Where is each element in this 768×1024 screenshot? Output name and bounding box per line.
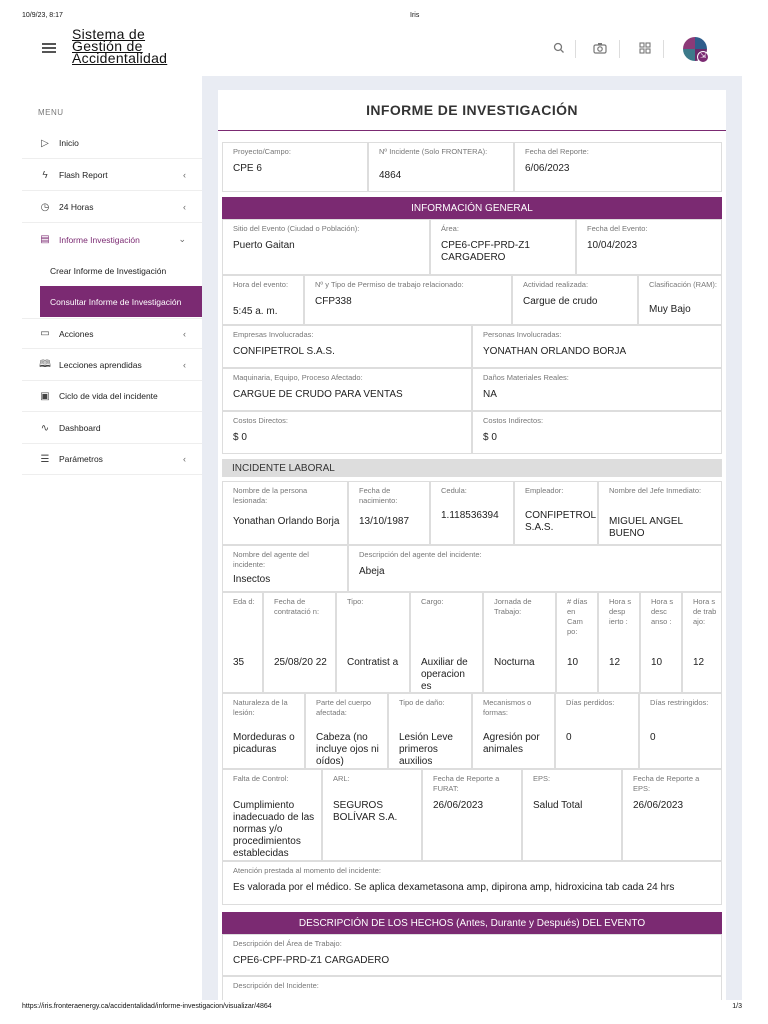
clock-icon: ◷ (40, 201, 50, 213)
arl-field: ARL: SEGUROS BOLÍVAR S.A. (322, 769, 422, 861)
descripcion-hechos-band: DESCRIPCIÓN DE LOS HECHOS (Antes, Durante y Después) DEL EVENTO (222, 912, 722, 934)
desc-area-field: Descripción del Área de Trabajo: CPE6-CPF-PRD-Z1 CARGADERO (222, 934, 722, 976)
chevron-left-icon: ‹ (183, 360, 186, 370)
sidebar-subitem-crear-informe[interactable]: Crear Informe de Investigación (50, 265, 167, 276)
tipo-dano-field: Tipo de daño: Lesión Leve primeros auxilios (388, 693, 472, 769)
jefe-inmediato-field: Nombre del Jefe Inmediato: MIGUEL ANGEL BUENO (598, 481, 722, 545)
sidebar-item-inicio[interactable]: ▷ Inicio (22, 128, 202, 159)
chevron-down-icon: ⌄ (178, 234, 186, 244)
fecha-nacimiento-field: Fecha de nacimiento: 13/10/1987 (348, 481, 430, 545)
dias-perdidos-field: Días perdidos: 0 (555, 693, 639, 769)
empleador-field: Empleador: CONFIPETROL S.A.S. (514, 481, 598, 545)
sidebar-subitem-consultar-informe[interactable]: Consultar Informe de Investigación (40, 286, 202, 317)
maquinaria-field: Maquinaria, Equipo, Proceso Afectado: CARGUE DE CRUDO PARA VENTAS (222, 368, 472, 411)
user-avatar[interactable] (683, 37, 707, 61)
play-icon: ▷ (41, 137, 49, 149)
print-tab-title: Iris (410, 12, 420, 19)
horas-despierto-field: Hora s desp ierto : 12 (598, 592, 640, 693)
folder-icon: ▭ (40, 328, 50, 339)
grid-icon[interactable] (638, 42, 652, 56)
sidebar-item-acciones[interactable]: ▭ Acciones ‹ (22, 318, 202, 349)
sidebar-item-lecciones-aprendidas[interactable]: 🕮 Lecciones aprendidas ‹ (22, 350, 202, 381)
furat-field: Fecha de Reporte a FURAT: 26/06/2023 (422, 769, 522, 861)
page-title: INFORME DE INVESTIGACIÓN (366, 102, 578, 118)
costos-indirectos-field: Costos Indirectos: $ 0 (472, 411, 722, 454)
print-url: https://iris.fronteraenergy.ca/accidentalidad/informe-investigacion/visualizar/4864 (22, 1003, 272, 1010)
sitio-field: Sitio del Evento (Ciudad o Población): Puerto Gaitan (222, 219, 430, 275)
fecha-evento-field: Fecha del Evento: 10/04/2023 (576, 219, 722, 275)
costos-directos-field: Costos Directos: $ 0 (222, 411, 472, 454)
chevron-left-icon: ‹ (183, 170, 186, 180)
actividad-field: Actividad realizada: Cargue de crudo (512, 275, 638, 325)
fecha-eps-field: Fecha de Reporte a EPS: 26/06/2023 (622, 769, 722, 861)
falta-control-field: Falta de Control: Cumplimiento inadecuado de las normas y/o procedimientos establecidas (222, 769, 322, 861)
sidebar-item-24-horas[interactable]: ◷ 24 Horas ‹ (22, 192, 202, 223)
fecha-contratacion-field: Fecha de contratació n: 25/08/20 22 (263, 592, 336, 693)
archive-icon: ▣ (40, 390, 50, 402)
danos-field: Daños Materiales Reales: NA (472, 368, 722, 411)
sidebar-item-ciclo-de-vida[interactable]: ▣ Ciclo de vida del incidente (22, 381, 202, 412)
sidebar-item-flash-report[interactable]: ϟ Flash Report ‹ (22, 160, 202, 191)
print-page-number: 1/3 (732, 1003, 742, 1010)
app-title[interactable]: Sistema de Gestión de Accidentalidad (72, 26, 168, 66)
search-icon[interactable] (552, 42, 566, 56)
chevron-left-icon: ‹ (183, 454, 186, 464)
clasificacion-field: Clasificación (RAM): Muy Bajo (638, 275, 722, 325)
list-icon: ☰ (40, 453, 50, 465)
mecanismos-field: Mecanismos o formas: Agresión por animales (472, 693, 555, 769)
area-field: Área: CPE6-CPF-PRD-Z1 CARGADERO (430, 219, 576, 275)
incidente-laboral-band: INCIDENTE LABORAL (222, 459, 722, 477)
desc-incidente-field: Descripción del Incidente: (222, 976, 722, 1000)
notification-badge-icon: ⇲ (697, 51, 709, 63)
desc-agente-field: Descripción del agente del incidente: Abeja (348, 545, 722, 592)
info-general-band: INFORMACIÓN GENERAL (222, 197, 722, 219)
tipo-field: Tipo: Contratist a (336, 592, 410, 693)
sidebar-item-parametros[interactable]: ☰ Parámetros ‹ (22, 444, 202, 475)
fecha-reporte-field: Fecha del Reporte: 6/06/2023 (514, 142, 722, 192)
sidebar-item-dashboard[interactable]: ∿ Dashboard (22, 413, 202, 444)
agente-field: Nombre del agente del incidente: Insectos (222, 545, 348, 592)
incidente-field: Nº Incidente (Solo FRONTERA): 4864 (368, 142, 514, 192)
sidebar (22, 76, 202, 1000)
cargo-field: Cargo: Auxiliar de operacion es (410, 592, 483, 693)
chevron-left-icon: ‹ (183, 328, 186, 339)
lightning-icon: ϟ (42, 169, 48, 181)
menu-label: MENU (38, 108, 64, 117)
hora-field: Hora del evento: 5:45 a. m. (222, 275, 304, 325)
naturaleza-field: Naturaleza de la lesión: Mordeduras o picaduras (222, 693, 305, 769)
horas-descanso-field: Hora s desc anso : 10 (640, 592, 682, 693)
nombre-lesionada-field: Nombre de la persona lesionada: Yonathan Orlando Borja (222, 481, 348, 545)
camera-icon[interactable] (593, 42, 607, 56)
activity-icon: ∿ (40, 422, 50, 434)
empresas-field: Empresas Involucradas: CONFIPETROL S.A.S. (222, 325, 472, 368)
sidebar-item-informe-investigacion[interactable]: ▤ Informe Investigación ⌄ (22, 224, 202, 255)
print-datetime: 10/9/23, 8:17 (22, 12, 63, 19)
proyecto-field: Proyecto/Campo: CPE 6 (222, 142, 368, 192)
personas-field: Personas Involucradas: YONATHAN ORLANDO BORJA (472, 325, 722, 368)
atencion-field: Atención prestada al momento del incidente: Es valorada por el médico. Se aplica dexametasona amp, dipirona amp, hidroxicina tab cada 24 hrs (222, 861, 722, 905)
eps-field: EPS: Salud Total (522, 769, 622, 861)
main-content (202, 76, 742, 1000)
parte-cuerpo-field: Parte del cuerpo afectada: Cabeza (no incluye ojos ni oídos) (305, 693, 388, 769)
cedula-field: Cedula: 1.118536394 (430, 481, 514, 545)
edad-field: Eda d: 35 (222, 592, 263, 693)
book-icon: 🕮 (39, 358, 51, 370)
menu-icon[interactable] (42, 43, 56, 53)
horas-trabajo-field: Hora s de trab ajo: 12 (682, 592, 722, 693)
dias-restringidos-field: Días restringidos: 0 (639, 693, 722, 769)
jornada-field: Jornada de Trabajo: Nocturna (483, 592, 556, 693)
document-icon: ▤ (40, 234, 50, 245)
report-card (218, 90, 726, 1000)
dias-campo-field: # días en Cam po: 10 (556, 592, 598, 693)
chevron-left-icon: ‹ (183, 202, 186, 212)
app-header (0, 24, 768, 76)
permiso-field: Nº y Tipo de Permiso de trabajo relacionado: CFP338 (304, 275, 512, 325)
